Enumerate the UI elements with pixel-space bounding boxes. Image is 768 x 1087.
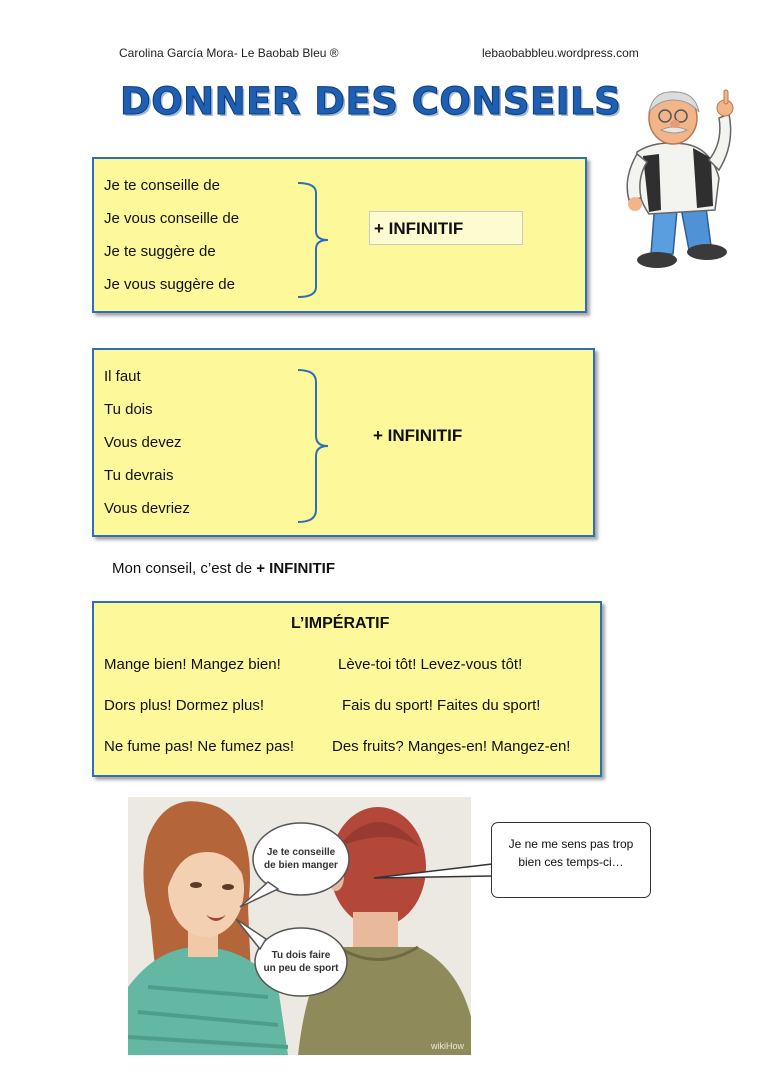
phrase-line: Je te conseille de [104, 177, 220, 194]
imperatif-right: Lève-toi tôt! Levez-vous tôt! [338, 656, 523, 673]
conseil-infinitif: + INFINITIF [256, 560, 335, 577]
conversation-illustration [128, 797, 471, 1055]
watermark: wikiHow [430, 1041, 464, 1051]
imperatif-right: Fais du sport! Faites du sport! [342, 697, 541, 714]
phrase-line: Tu dois [104, 401, 153, 418]
conseil-prefix: Mon conseil, c’est de [112, 560, 257, 577]
phrase-line: Je vous suggère de [104, 276, 235, 293]
obligation-box [92, 348, 595, 537]
speech-line: bien ces temps-ci… [518, 855, 624, 869]
brace-icon [294, 181, 334, 299]
speech-bubble-pointer [370, 850, 495, 890]
page-title: DONNER DES CONSEILS [120, 80, 622, 123]
speech-line: Je ne me sens pas trop [508, 837, 634, 851]
speech-bubble [491, 822, 651, 898]
bubble2-line: Tu dois faire [271, 950, 331, 961]
imperatif-box [92, 601, 602, 777]
conseiller-box [92, 157, 587, 313]
bubble1-line: Je te conseille [266, 847, 336, 858]
phrase-line: Il faut [104, 368, 141, 385]
phrase-line: Je te suggère de [104, 243, 216, 260]
imperatif-title: L’IMPÉRATIF [291, 615, 390, 632]
bubble1-line: de bien manger [264, 860, 338, 871]
phrase-line: Vous devriez [104, 500, 190, 517]
phrase-line: Tu devrais [104, 467, 174, 484]
imperatif-left: Mange bien! Mangez bien! [104, 656, 281, 673]
header-website: lebaobabbleu.wordpress.com [482, 46, 639, 60]
infinitif-label: + INFINITIF [369, 211, 523, 245]
imperatif-left: Ne fume pas! Ne fumez pas! [104, 738, 295, 755]
old-man-illustration [615, 82, 743, 274]
infinitif-label: + INFINITIF [373, 426, 463, 445]
bubble2-line: un peu de sport [263, 963, 339, 974]
phrase-line: Vous devez [104, 434, 182, 451]
phrase-line: Je vous conseille de [104, 210, 240, 227]
header-author: Carolina García Mora- Le Baobab Bleu ® [119, 46, 339, 60]
imperatif-left: Dors plus! Dormez plus! [104, 697, 265, 714]
imperatif-right: Des fruits? Manges-en! Mangez-en! [332, 738, 571, 755]
brace-icon [294, 368, 334, 524]
conseil-sentence [112, 560, 335, 577]
